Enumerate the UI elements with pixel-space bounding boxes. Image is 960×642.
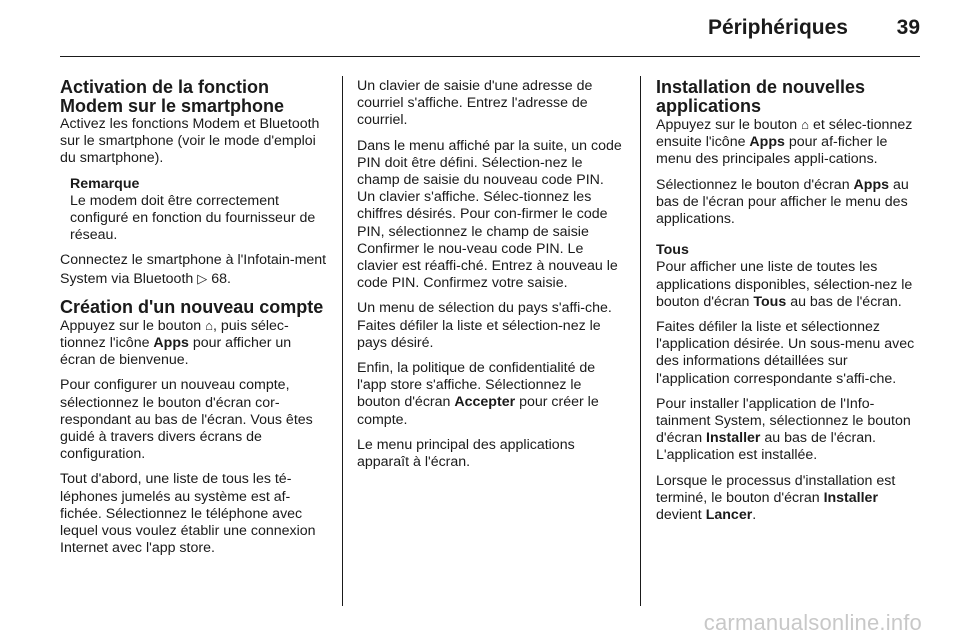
note-title: Remarque [70, 175, 140, 192]
tous-text-b: au bas de l'écran. [790, 293, 902, 310]
paragraph-pin: Dans le menu affiché par la suite, un code PIN doit être défini. Sélection-nez le champ de saisie du nouveau code PIN. Un clavier s'affiche. Sélec-tionnez les chiffres désirés. Pour con-firmer le code PIN, sélectionnez le champ de saisie Confirmer le nou-veau code PIN. Le clavier est réaffi-ché. Entrez à nouveau le code PIN. Confirmez votre saisie. [357, 137, 622, 292]
installer-label: Installer [823, 489, 878, 506]
privacy-text-b: pour créer le compte. [357, 394, 599, 428]
paragraph-privacy [357, 360, 625, 429]
account-text-c: pour afficher un écran de bienvenue. [60, 335, 292, 369]
paragraph-main-menu: Le menu principal des applications apparaît à l'écran. [357, 436, 575, 471]
done-text-a: Lorsque le processus d'installation est terminé, le bouton d'écran [656, 472, 896, 506]
heading-account: Création d'un nouveau compte [60, 296, 324, 317]
paragraph-installer [656, 396, 924, 465]
connect-text: Connectez le smartphone à l'Infotain-ment System via Bluetooth [60, 252, 327, 287]
paragraph-modem: Activez les fonctions Modem et Bluetooth sur le smartphone (voir le mode d'emploi du smartphone). [60, 116, 320, 167]
apps-text-b: au bas de l'écran pour afficher le menu des applications. [656, 176, 909, 228]
lancer-label: Lancer [705, 507, 753, 524]
paragraph-tous [656, 259, 924, 311]
paragraph-keyboard: Un clavier de saisie d'une adresse de courriel s'affiche. Entrez l'adresse de courriel. [357, 78, 593, 129]
watermark: carmanualsonline.info [703, 610, 922, 635]
privacy-text-a: Enfin, la politique de confidentialité de l'app store s'affiche. Sélectionnez le bouton d'écran [357, 360, 596, 411]
paragraph-phones: Tout d'abord, une liste de tous les té-léphones jumelés au système est af-fichée. Sélectionnez le téléphone avec lequel vous voulez établir une connexion Internet avec l'app store. [60, 471, 316, 557]
paragraph-connect [60, 252, 328, 287]
account-text-b: , puis sélec-tionnez l'icône [60, 317, 289, 352]
column-3 [656, 78, 924, 532]
heading-install: Installation de nouvelles applications [656, 77, 866, 116]
installer-text-b: au bas de l'écran. L'application est installée. [656, 430, 876, 464]
apps-text-a: Sélectionnez le bouton d'écran [656, 176, 850, 193]
done-text-c: . [752, 507, 757, 524]
tous-text-a: Pour afficher une liste de toutes les applications disponibles, sélection-nez le bouton d'écran [656, 259, 913, 310]
install-text-a: Appuyez sur le bouton [656, 117, 798, 133]
apps-label: Apps [853, 176, 890, 193]
column-2 [357, 78, 625, 479]
account-text-a: Appuyez sur le bouton [60, 317, 202, 334]
connect-ref: 68. [211, 270, 231, 287]
paragraph-apps [656, 177, 924, 229]
column-1 [60, 78, 328, 565]
install-text-c: pour af-ficher le menu des principales appli-cations. [656, 134, 888, 168]
column-divider-1 [342, 76, 343, 606]
done-text-b: devient [656, 507, 702, 524]
home-icon: ⌂ [205, 317, 213, 333]
accepter-label: Accepter [454, 394, 516, 411]
paragraph-account [60, 317, 328, 370]
paragraph-list: Faites défiler la liste et sélectionnez l'application désirée. Un sous-menu avec des informations détaillées sur l'application correspondante s'affi-che. [656, 319, 915, 387]
note-body: Le modem doit être correctement configuré en fonction du fournisseur de réseau. [70, 192, 316, 244]
installer-text-a: Pour installer l'application de l'Info-tainment System, sélectionnez le bouton d'écran [656, 395, 911, 447]
subheading-tous: Tous [656, 242, 689, 259]
page-header [60, 0, 920, 57]
note-box [60, 176, 328, 245]
home-icon: ⌂ [801, 117, 809, 132]
tous-label: Tous [753, 293, 787, 310]
page-title: Périphériques [707, 16, 848, 39]
paragraph-install [656, 116, 924, 169]
ref-arrow-icon: ▷ [197, 270, 208, 286]
page-number: 39 [896, 16, 920, 39]
apps-label: Apps [153, 335, 189, 352]
install-text-b: et sélec-tionnez ensuite l'icône [656, 117, 913, 151]
installer-label: Installer [706, 430, 761, 447]
apps-label: Apps [749, 134, 785, 151]
paragraph-config: Pour configurer un nouveau compte, sélectionnez le bouton d'écran cor-respondant au bas de l'écran. Vous êtes guidé à travers divers écrans de configuration. [60, 377, 313, 463]
paragraph-done [656, 473, 924, 525]
column-divider-2 [640, 76, 641, 606]
heading-modem: Activation de la fonction Modem sur le smartphone [60, 77, 285, 116]
paragraph-country: Un menu de sélection du pays s'affi-che. Faites défiler la liste et sélection-nez le pays désiré. [357, 300, 612, 351]
